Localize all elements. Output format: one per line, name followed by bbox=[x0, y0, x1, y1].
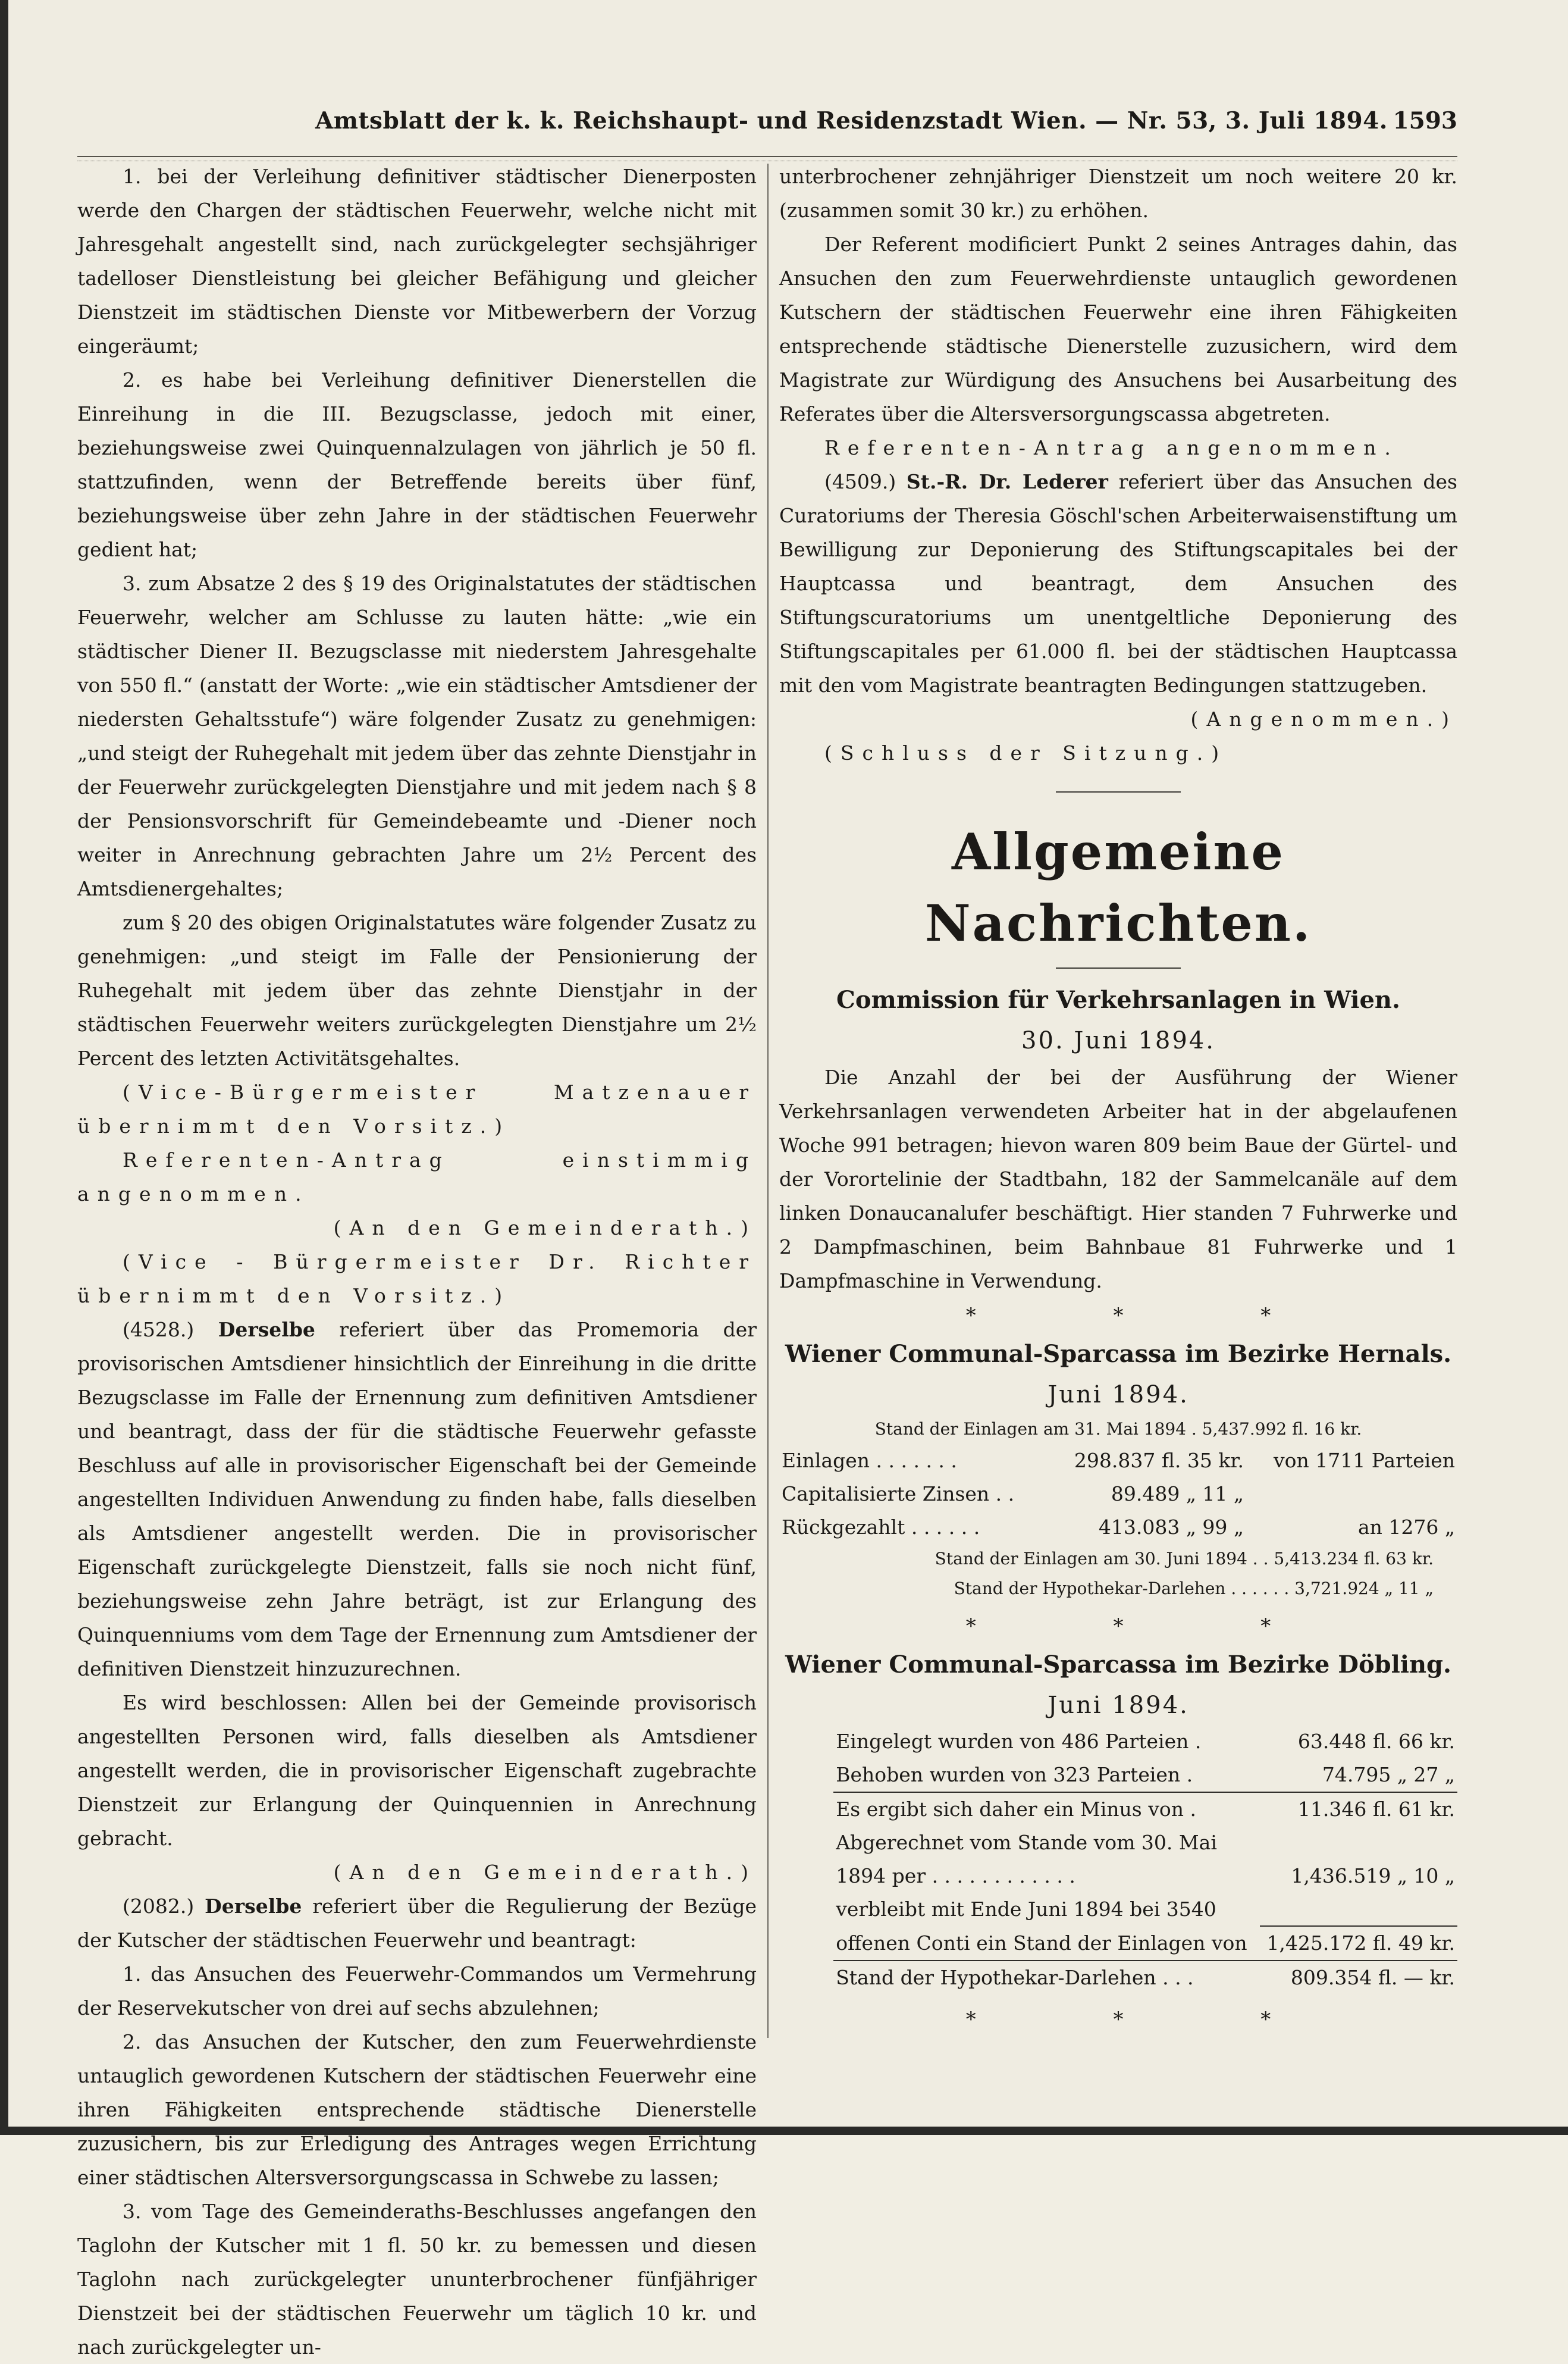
table-row bbox=[833, 1859, 1457, 1893]
row-label: Stand der Hypothekar-Darlehen . . . bbox=[833, 1961, 1259, 1994]
hernals-opening-balance: Stand der Einlagen am 31. Mai 1894 . 5,437.992 fl. 16 kr. bbox=[874, 1419, 1362, 1439]
row-extra: von 1711 Parteien bbox=[1273, 1449, 1455, 1472]
item-number: (2082.) bbox=[123, 1895, 195, 1918]
row-amount: 11.346 fl. 61 kr. bbox=[1260, 1792, 1457, 1826]
speaker-name: Derselbe bbox=[218, 1318, 315, 1341]
chair-note: (Vice-Bürgermeister Matzenauer übernimmt den Vorsitz.) bbox=[77, 1081, 757, 1138]
hernals-table bbox=[779, 1444, 1457, 1544]
row-amount: 74.795 „ 27 „ bbox=[1322, 1763, 1455, 1786]
row-label: Rückgezahlt . . . . . . bbox=[782, 1516, 980, 1539]
scan-edge-left bbox=[0, 0, 8, 2135]
report-text: referiert über das Promemoria der provisorischen Amtsdiener hinsichtlich der Einreihung in die dritte Bezugsclasse im Falle der Ernennung zum definitiven Amtsdiener und beantragt, dass der für die städtische Feuerwehr gefasste Beschluss auf alle in provisorischer Eigenschaft bei der Gemeinde angestellten Individuen Anwendung zu finden habe, falls dieselben als Amtsdiener angestellt werden. Die in provisorischer Eigenschaft zurückgelegte Dienstzeit, falls sie noch nicht fünf, beziehungsweise zehn Jahre beträgt, ist zur Erlangung des Quinquenniums vom dem Tage der Ernennung zum Amtsdiener der definitiven Dienstzeit hinzuzurechnen. bbox=[77, 1318, 757, 1680]
hernals-title: Wiener Communal-Sparcassa im Bezirke Hernals. bbox=[785, 1340, 1452, 1368]
row-label: Eingelegt wurden von 486 Parteien . bbox=[836, 1730, 1202, 1753]
row-label: verbleibt mit Ende Juni 1894 bei 3540 bbox=[836, 1898, 1216, 1921]
speaker-name: St.-R. Dr. Lederer bbox=[906, 470, 1108, 493]
table-row bbox=[833, 1758, 1457, 1792]
running-header bbox=[161, 107, 1457, 143]
hernals-date: Juni 1894. bbox=[1048, 1381, 1189, 1408]
row-label: offenen Conti ein Stand der Einlagen von bbox=[836, 1931, 1247, 1955]
commission-report: Die Anzahl der bei der Ausführung der Wiener Verkehrsanlagen verwendeten Arbeiter hat in der abgelaufenen Woche 991 betragen; hievon waren 809 beim Baue der Gürtel- und der Vorortelinie der Stadtbahn, 182 der Sammelcanäle auf dem linken Donaucanalufer beschäftigt. Hier standen 7 Fuhrwerke und 2 Dampfmaschinen, beim Bahnbaue 81 Fuhrwerke und 1 Dampfmaschine in Verwendung. bbox=[779, 1066, 1457, 1292]
left-column bbox=[77, 159, 757, 2364]
report-paragraph bbox=[77, 1313, 757, 1686]
row-amount bbox=[1260, 1826, 1457, 1859]
section-title: Allgemeine Nachrichten. bbox=[924, 822, 1312, 953]
report-text: referiert über das Ansuchen des Curatoriums der Theresia Göschl'schen Arbeiterwaisenstiftung um Bewilligung zur Deponierung des Stiftungscapitales bei der Hauptcassa und beantragt, dem Ansuchen des Stiftungscuratoriums um unentgeltliche Deponierung des Stiftungscapitales per 61.000 fl. bei der städtischen Hauptcassa mit den vom Magistrate beantragten Bedingungen stattzugeben. bbox=[779, 470, 1457, 697]
section-divider bbox=[1056, 967, 1181, 969]
row-amount: 1,436.519 „ 10 „ bbox=[1291, 1864, 1455, 1887]
right-column bbox=[779, 159, 1457, 2037]
paragraph: 1. bei der Verleihung definitiver städtischer Dienerposten werde den Chargen der städtischen Feuerwehr, welche nicht mit Jahresgehalt angestellt sind, nach zurückgelegter sechsjähriger tadelloser Dienstleistung bei gleicher Befähigung und gleicher Dienstzeit im städtischen Dienste vor Mitbewerbern der Vorzug eingeräumt; bbox=[77, 165, 757, 358]
paragraph: 2. es habe bei Verleihung definitiver Dienerstellen die Einreihung in die III. Bezugsclasse, jedoch mit einer, beziehungsweise zwei Quinquennalzulagen von jährlich je 50 fl. stattzufinden, wenn der Betreffende bereits über fünf, beziehungsweise über zehn Jahre in der städtischen Feuerwehr gedient hat; bbox=[77, 368, 757, 561]
referral-note: (An den Gemeinderath.) bbox=[333, 1861, 757, 1884]
paragraph: unterbrochener zehnjähriger Dienstzeit um noch weitere 20 kr. (zusammen somit 30 kr.) zu erhöhen. bbox=[779, 165, 1457, 222]
paragraph: 3. zum Absatze 2 des § 19 des Originalstatutes der städtischen Feuerwehr, welcher am Schlusse zu lauten hätte: „wie ein städtischer Diener II. Bezugsclasse mit niederstem Jahresgehalte von 550 fl.“ (anstatt der Worte: „wie ein städtischer Amtsdiener der niedersten Gehaltsstufe“) wäre folgender Zusatz zu genehmigen: „und steigt der Ruhegehalt mit jedem über das zehnte Dienstjahr in der Feuerwehr zurückgelegten Dienstjahre und mit jedem nach § 8 der Pensionsvorschrift für Gemeindebeamte und -Diener noch weiter in Anrechnung gebrachten Jahre um 2½ Percent des Amtsdienergehaltes; bbox=[77, 572, 757, 900]
referral-note: (An den Gemeinderath.) bbox=[333, 1216, 757, 1239]
section-divider bbox=[1056, 791, 1181, 793]
table-row bbox=[779, 1477, 1457, 1511]
report-text: referiert über die Regulierung der Bezüge der Kutscher der städtischen Feuerwehr und beantragt: bbox=[77, 1895, 757, 1952]
row-label: Abgerechnet vom Stande vom 30. Mai bbox=[836, 1831, 1217, 1854]
row-amount: 63.448 fl. 66 kr. bbox=[1297, 1730, 1455, 1753]
commission-date: 30. Juni 1894. bbox=[1021, 1027, 1215, 1054]
paragraph: Es wird beschlossen: Allen bei der Gemeinde provisorisch angestellten Personen wird, falls dieselben als Amtsdiener angestellt werden, die in provisorischer Eigenschaft zugebrachte Dienstzeit zur Erlangung der Quinquennien in Anrechnung gebracht. bbox=[77, 1691, 757, 1850]
separator-stars: * * * bbox=[965, 2008, 1337, 2031]
doebling-title: Wiener Communal-Sparcassa im Bezirke Döbling. bbox=[785, 1651, 1451, 1679]
row-label: Einlagen . . . . . . . bbox=[782, 1449, 957, 1472]
commission-title: Commission für Verkehrsanlagen in Wien. bbox=[836, 986, 1400, 1014]
table-row bbox=[779, 1511, 1457, 1544]
row-extra bbox=[1246, 1477, 1457, 1511]
row-amount bbox=[1260, 1893, 1457, 1926]
accepted-note: (Angenommen.) bbox=[1190, 707, 1457, 731]
row-amount: 413.083 „ 99 „ bbox=[1098, 1516, 1244, 1539]
paragraph: Der Referent modificiert Punkt 2 seines Antrages dahin, das Ansuchen den zum Feuerwehrdienste untauglich gewordenen Kutschern der städtischen Feuerwehr eine ihren Fähigkeiten entsprechende städtische Dienerstelle zuzusichern, wird dem Magistrate zur Würdigung des Ansuchens bei Ausarbeitung des Referates über die Altersversorgungscassa abgetreten. bbox=[779, 233, 1457, 425]
page-number: 1593 bbox=[1393, 107, 1457, 134]
row-amount: 1,425.172 fl. 49 kr. bbox=[1260, 1926, 1457, 1961]
table-row bbox=[833, 1893, 1457, 1926]
report-paragraph bbox=[77, 1889, 757, 1957]
session-end: (Schluss der Sitzung.) bbox=[824, 741, 1228, 765]
table-row bbox=[833, 1961, 1457, 1994]
column-separator bbox=[767, 164, 769, 2038]
paragraph: zum § 20 des obigen Originalstatutes wäre folgender Zusatz zu genehmigen: „und steigt im Falle der Pensionierung der Ruhegehalt mit jedem über das zehnte Dienstjahr in der städtischen Feuerwehr weiters zurückgelegten Dienstjahre um 2½ Percent des letzten Activitätsgehaltes. bbox=[77, 911, 757, 1070]
hernals-closing-balance: Stand der Einlagen am 30. Juni 1894 . . 5,413.234 fl. 63 kr. bbox=[934, 1549, 1434, 1568]
row-label: 1894 per . . . . . . . . . . . . bbox=[836, 1864, 1075, 1887]
row-label: Behoben wurden von 323 Parteien . bbox=[836, 1763, 1193, 1786]
row-amount: 89.489 „ 11 „ bbox=[1111, 1482, 1244, 1505]
paragraph: 2. das Ansuchen der Kutscher, den zum Feuerwehrdienste untauglich gewordenen Kutschern der städtischen Feuerwehr eine ihren Fähigkeiten entsprechende städtische Dienerstelle zuzusichern, bis zur Erledigung des Antrages wegen Errichtung einer städtischen Altersversorgungscassa in Schwebe zu lassen; bbox=[77, 2030, 757, 2189]
row-extra: an 1276 „ bbox=[1358, 1516, 1455, 1539]
paragraph: 3. vom Tage des Gemeinderaths-Beschlusses angefangen den Taglohn der Kutscher mit 1 fl. 50 kr. zu bemessen und diesen Taglohn nach zurückgelegter ununterbrochener fünfjähriger Dienstzeit bei der städtischen Feuerwehr um täglich 10 kr. und nach zurückgelegter un- bbox=[77, 2200, 757, 2359]
table-row bbox=[833, 1725, 1457, 1758]
row-amount: 298.837 fl. 35 kr. bbox=[1074, 1449, 1244, 1472]
row-label: Es ergibt sich daher ein Minus von . bbox=[833, 1792, 1259, 1826]
doebling-table bbox=[833, 1725, 1457, 1994]
item-number: (4509.) bbox=[824, 470, 896, 493]
chair-note: (Vice - Bürgermeister Dr. Richter übernimmt den Vorsitz.) bbox=[77, 1250, 757, 1307]
motion-result: Referenten-Antrag angenommen. bbox=[824, 436, 1399, 459]
header-title: Amtsblatt der k. k. Reichshaupt- und Residenzstadt Wien. — Nr. 53, 3. Juli 1894. bbox=[315, 107, 1388, 134]
table-row bbox=[833, 1792, 1457, 1826]
item-number: (4528.) bbox=[123, 1318, 195, 1341]
table-row bbox=[779, 1444, 1457, 1477]
separator-stars: * * * bbox=[965, 1614, 1337, 1638]
separator-stars: * * * bbox=[965, 1304, 1337, 1327]
report-paragraph bbox=[779, 465, 1457, 702]
row-amount: 809.354 fl. — kr. bbox=[1260, 1961, 1457, 1994]
doebling-date: Juni 1894. bbox=[1048, 1692, 1189, 1719]
speaker-name: Derselbe bbox=[205, 1895, 302, 1918]
motion-result: Referenten-Antrag einstimmig angenommen. bbox=[77, 1148, 757, 1206]
table-row bbox=[833, 1826, 1457, 1859]
paragraph: 1. das Ansuchen des Feuerwehr-Commandos um Vermehrung der Reservekutscher von drei auf sechs abzulehnen; bbox=[77, 1962, 757, 2019]
hernals-mortgage-loans: Stand der Hypothekar-Darlehen . . . . . . 3,721.924 „ 11 „ bbox=[954, 1579, 1434, 1598]
row-label: Capitalisierte Zinsen . . bbox=[782, 1482, 1015, 1505]
table-row bbox=[833, 1926, 1457, 1961]
